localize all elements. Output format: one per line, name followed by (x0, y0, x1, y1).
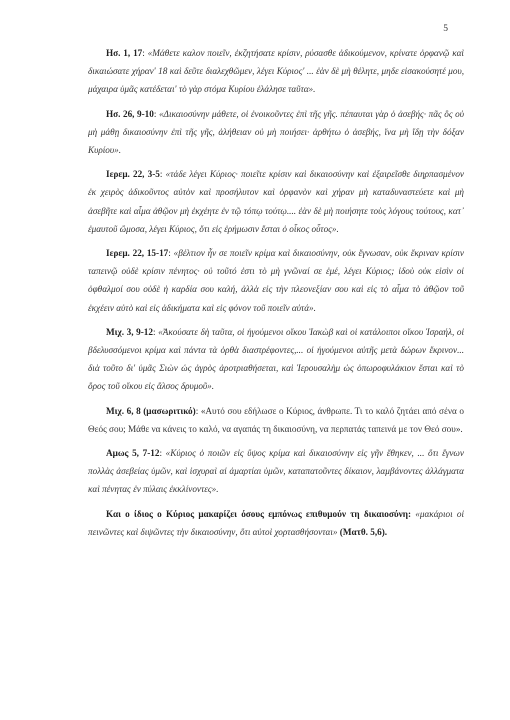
closing-citation: (Ματθ. 5,6). (339, 526, 388, 537)
closing-paragraph (88, 505, 464, 541)
scripture-quote: «Μάθετε καλον ποιεῖν, ἐκζητήσατε κρίσιν, ρύσασθε ἀδικούμενον, κρίνατε ὀρφανῷ καὶ δικαιώσατε χήραν' 18 καὶ δεῦτε διαλεχθῶμεν, λέγει Κύριος' ... ἐὰν δὲ μὴ θέλητε, μηδε εἰσακούσητέ μου, μάχαιρα ὑμᾶς κατέδεται' τὸ γὰρ στόμα Κυρίου ἐλάλησε ταῦτα». (88, 48, 464, 95)
scripture-quote: «Αυτό σου εδήλωσε ο Κύριος, άνθρωπε. Τι το καλό ζητάει από σένα ο Θεός σου; Μάθε να κάνεις το καλό, να αγαπάς τη δικαιοσύνη, να περπατάς ταπεινά με τον Θεό σου». (88, 405, 464, 434)
scripture-paragraph: Μιχ. 3, 9-12: «Ἀκούσατε δὴ ταῦτα, οἱ ἡγούμενοι οἴκου Ἰακὼβ καὶ οἱ κατάλοιποι οἴκου Ἰσραήλ, οἱ βδελυσσόμενοι κρίμα καὶ πάντα τὰ ὀρθὰ διαστρέφοντες,... οἱ ἡγούμενοι αὐτῆς μετὰ δώρων ἔκρινον... διὰ τοῦτο δι' ὑμᾶς Σιὼν ὡς ἀγρὸς ἀροτριαθήσεται, καὶ Ἱερουσαλὴμ ὡς ὀπωροφυλάκιον ἔσται καὶ τὸ ὄρος τοῦ οἴκου εἰς ἄλσος δρυμοῦ». (88, 326, 464, 392)
scripture-paragraph: Ησ. 1, 17: «Μάθετε καλον ποιεῖν, ἐκζητήσατε κρίσιν, ρύσασθε ἀδικούμενον, κρίνατε ὀρφανῷ καὶ δικαιώσατε χήραν' 18 καὶ δεῦτε διαλεχθῶμεν, λέγει Κύριος' ... ἐὰν δὲ μὴ θέλητε, μηδε εἰσακούσητέ μου, μάχαιρα ὑμᾶς κατέδεται' τὸ γὰρ στόμα Κυρίου ἐλάλησε ταῦτα». (88, 48, 464, 95)
closing-intro: Και ο ίδιος ο Κύριος μακαρίζει όσους εμπόνως επιθυμούν τη δικαιοσύνη: (106, 508, 412, 519)
scripture-quote: «βέλτιον ἦν σε ποιεῖν κρίμα καὶ δικαιοσύνην, οὐκ ἔγνωσαν, οὐκ ἔκριναν κρίσιν ταπεινῷ οὐδὲ κρίσιν πένητος· οὐ τοῦτό ἐστι τὸ μὴ γνῶναί σε ἐμέ, λέγει Κύριος; ἰδοὺ οὐκ εἰσὶν οἱ ὀφθαλμοί σου οὐδὲ ἡ καρδία σου καλή, ἀλλὰ εἰς τὴν πλεονεξίαν σου καὶ εἰς τὸ αἷμα τὸ ἀθῷον τοῦ ἐκχέειν αὐτὸ καὶ εἰς ἀδικήματα καὶ εἰς φόνον τοῦ ποιεῖν αὐτά». (88, 248, 464, 313)
page-body (88, 44, 464, 547)
scripture-reference: Ιερεμ. 22, 3-5 (106, 169, 160, 180)
scripture-quote: «Κύριος ὁ ποιῶν εἰς ὕψος κρίμα καὶ δικαιοσύνην εἰς γῆν ἔθηκεν, ... ὅτι ἔγνων πολλὰς ἀσεβείας ὑμῶν, καὶ ἰσχυραὶ αἱ ἁμαρτίαι ὑμῶν, καταπατοῦντες δίκαιον, λαμβάνοντες ἀλλάγματα καὶ πένητας ἐν πύλαις ἐκκλίνοντες». (88, 448, 464, 495)
scripture-quote: «τάδε λέγει Κύριος· ποιεῖτε κρίσιν καὶ δικαιοσύνην καὶ ἐξαιρεῖσθε διηρπασμένον ἐκ χειρὸς ἀδικοῦντος αὐτὸν καὶ προσήλυτον καὶ ὀρφανὸν καὶ χήραν μὴ καταδυναστεύετε καὶ μὴ ἀσεβῆτε καὶ αἷμα ἀθῷον μὴ ἐκχέητε ἐν τῷ τόπῳ τούτῳ.... ἐὰν δὲ μὴ ποιήσητε τοὺς λόγους τούτους, κατ᾽ ἐμαυτοῦ ὤμοσα, λέγει Κύριος, ὅτι εἰς ἐρήμωσιν ἔσται ὁ οἶκος οὗτος». (88, 169, 464, 234)
scripture-reference: Ιερεμ. 22, 15-17 (106, 248, 169, 259)
scripture-reference: Μιχ. 6, 8 (μασωριτικό) (106, 405, 196, 416)
scripture-reference: Αμως 5, 7-12 (106, 448, 160, 459)
scripture-paragraph: Αμως 5, 7-12: «Κύριος ὁ ποιῶν εἰς ὕψος κρίμα καὶ δικαιοσύνην εἰς γῆν ἔθηκεν, ... ὅτι ἔγνων πολλὰς ἀσεβείας ὑμῶν, καὶ ἰσχυραὶ αἱ ἁμαρτίαι ὑμῶν, καταπατοῦντες δίκαιον, λαμβάνοντες ἀλλάγματα καὶ πένητας ἐν πύλαις ἐκκλίνοντες». (88, 448, 464, 495)
scripture-reference: Μιχ. 3, 9-12 (106, 326, 153, 337)
scripture-quote: «Ἀκούσατε δὴ ταῦτα, οἱ ἡγούμενοι οἴκου Ἰακὼβ καὶ οἱ κατάλοιποι οἴκου Ἰσραήλ, οἱ βδελυσσόμενοι κρίμα καὶ πάντα τὰ ὀρθὰ διαστρέφοντες,... οἱ ἡγούμενοι αὐτῆς μετὰ δώρων ἔκρινον... διὰ τοῦτο δι' ὑμᾶς Σιὼν ὡς ἀγρὸς ἀροτριαθήσεται, καὶ Ἱερουσαλὴμ ὡς ὀπωροφυλάκιον ἔσται καὶ τὸ ὄρος τοῦ οἴκου εἰς ἄλσος δρυμοῦ». (88, 326, 464, 392)
scripture-paragraph: Μιχ. 6, 8 (μασωριτικό): «Αυτό σου εδήλωσε ο Κύριος, άνθρωπε. Τι το καλό ζητάει από σένα ο Θεός σου; Μάθε να κάνεις το καλό, να αγαπάς τη δικαιοσύνη, να περπατάς ταπεινά με τον Θεό σου». (88, 405, 464, 434)
closing-quote: «μακάριοι οἱ πεινῶντες καὶ διψῶντες τὴν δικαιοσύνην, ὅτι αὐτοὶ χορτασθήσονται» (88, 508, 465, 537)
scripture-reference: Ησ. 1, 17 (106, 48, 143, 58)
scripture-reference: Ησ. 26, 9-10 (106, 108, 154, 119)
scripture-quote: «Δικαιοσύνην μάθετε, οἱ ἐνοικοῦντες ἐπὶ τῆς γῆς. πέπαυται γὰρ ὁ ἀσεβής· πᾶς ὃς οὐ μὴ μάθῃ δικαιοσύνην ἐπὶ τῆς γῆς, ἀλήθειαν οὐ μὴ ποιήσει· ἀρθήτω ὁ ἀσεβής, ἵνα μὴ ἴδῃ τὴν δόξαν Κυρίου». (88, 108, 464, 156)
scripture-paragraph: Ιερεμ. 22, 15-17: «βέλτιον ἦν σε ποιεῖν κρίμα καὶ δικαιοσύνην, οὐκ ἔγνωσαν, οὐκ ἔκριναν κρίσιν ταπεινῷ οὐδὲ κρίσιν πένητος· οὐ τοῦτό ἐστι τὸ μὴ γνῶναί σε ἐμέ, λέγει Κύριος; ἰδοὺ οὐκ εἰσὶν οἱ ὀφθαλμοί σου οὐδὲ ἡ καρδία σου καλή, ἀλλὰ εἰς τὴν πλεονεξίαν σου καὶ εἰς τὸ αἷμα τὸ ἀθῷον τοῦ ἐκχέειν αὐτὸ καὶ εἰς ἀδικήματα καὶ εἰς φόνον τοῦ ποιεῖν αὐτά». (88, 248, 464, 313)
scripture-paragraph: Ησ. 26, 9-10: «Δικαιοσύνην μάθετε, οἱ ἐνοικοῦντες ἐπὶ τῆς γῆς. πέπαυται γὰρ ὁ ἀσεβής· πᾶς ὃς οὐ μὴ μάθῃ δικαιοσύνην ἐπὶ τῆς γῆς, ἀλήθειαν οὐ μὴ ποιήσει· ἀρθήτω ὁ ἀσεβής, ἵνα μὴ ἴδῃ τὴν δόξαν Κυρίου». (88, 108, 464, 156)
scripture-paragraph: Ιερεμ. 22, 3-5: «τάδε λέγει Κύριος· ποιεῖτε κρίσιν καὶ δικαιοσύνην καὶ ἐξαιρεῖσθε διηρπασμένον ἐκ χειρὸς ἀδικοῦντος αὐτὸν καὶ προσήλυτον καὶ ὀρφανὸν καὶ χήραν μὴ καταδυναστεύετε καὶ μὴ ἀσεβῆτε καὶ αἷμα ἀθῷον μὴ ἐκχέητε ἐν τῷ τόπῳ τούτῳ.... ἐὰν δὲ μὴ ποιήσητε τοὺς λόγους τούτους, κατ᾽ ἐμαυτοῦ ὤμοσα, λέγει Κύριος, ὅτι εἰς ἐρήμωσιν ἔσται ὁ οἶκος οὗτος». (88, 169, 464, 234)
page-number: 5 (443, 24, 448, 34)
